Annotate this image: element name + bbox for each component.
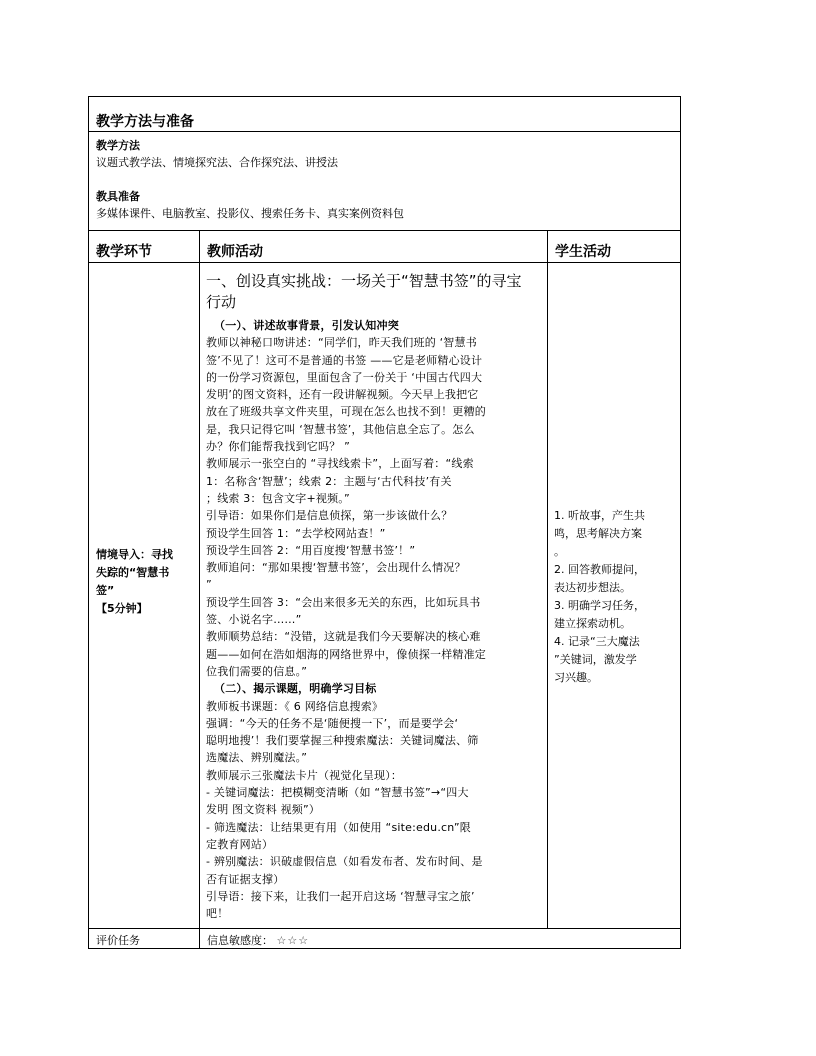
stage-line: 签” — [96, 584, 115, 597]
student-line: 表达初步想法。 — [554, 581, 631, 594]
header-student: 学生活动 — [548, 231, 681, 263]
student-line: 1. 听故事，产生共 — [554, 509, 645, 522]
teacher-line: 办？你们能帮我找到它吗？ ” — [206, 440, 350, 454]
header-stage: 教学环节 — [89, 231, 200, 263]
evaluation-content — [200, 929, 681, 949]
tools-heading: 教具准备 — [96, 190, 140, 203]
teacher-line: 教师展示三张魔法卡片（视觉化呈现）： — [206, 768, 403, 782]
stage-cell — [89, 263, 200, 929]
content-row — [89, 263, 681, 929]
preparation-row — [89, 132, 681, 231]
stage-duration: 【5分钟】 — [96, 602, 148, 615]
teacher-line: 放在了班级共享文件夹里，可现在怎么也找不到！更糟的 — [206, 405, 486, 419]
teacher-lines — [206, 317, 542, 922]
teacher-line: 1：名称含‘智慧’；线索 2：主题与‘古代科技’有关 — [206, 474, 452, 488]
teacher-line: 教师展示一张空白的 “寻找线索卡”，上面写着：“线索 — [206, 457, 474, 471]
evaluation-text: 信息敏感度： — [207, 934, 273, 947]
rating-stars: ☆☆☆ — [276, 934, 310, 947]
section-title: 教学方法与准备 — [89, 97, 681, 132]
teacher-line: - 筛选魔法：让结果更有用（如使用 “site:edu.cn”限 — [206, 820, 471, 834]
teacher-line: 题——如何在浩如烟海的网络世界中，像侦探一样精准定 — [206, 647, 486, 661]
student-line: 3. 明确学习任务， — [554, 599, 645, 612]
header-teacher: 教师活动 — [200, 231, 548, 263]
teacher-line: 预设学生回答 3：“会出来很多无关的东西，比如玩具书 — [206, 595, 481, 609]
teacher-line: 聪明地搜’！我们要掌握三种搜索魔法：关键词魔法、筛 — [206, 734, 479, 748]
teacher-line: 引导语：接下来，让我们一起开启这场 ‘智慧寻宝之旅’ — [206, 889, 475, 903]
teacher-line: 的一份学习资源包，里面包含了一份关于 ‘中国古代四大 — [206, 370, 483, 384]
lesson-table — [88, 96, 681, 949]
stage-line: 情境导入：寻找 — [96, 548, 173, 561]
teacher-line: 教师顺势总结：“没错，这就是我们今天要解决的核心难 — [206, 630, 481, 644]
teacher-line: 选魔法、辨别魔法。” — [206, 751, 308, 765]
teacher-line: ” — [206, 578, 212, 592]
lesson-plan-page — [88, 96, 680, 949]
preparation-cell — [89, 132, 681, 231]
student-line: 2. 回答教师提问， — [554, 563, 645, 576]
student-line: 。 — [554, 545, 565, 558]
student-activity-cell — [548, 263, 681, 929]
teacher-line: 发明’的图文资料，还有一段讲解视频。今天早上我把它 — [206, 388, 479, 402]
teacher-line: ；线索 3：包含文字+视频。” — [206, 491, 350, 505]
teacher-activity-cell — [200, 263, 548, 929]
teacher-line: 强调：“今天的任务不是‘随便搜一下’，而是要学会‘ — [206, 716, 459, 730]
teacher-line: 预设学生回答 1：“去学校网站查！” — [206, 526, 386, 540]
student-line: 习兴趣。 — [554, 671, 598, 684]
stage-line: 失踪的“智慧书 — [96, 566, 170, 579]
teacher-line: 位我们需要的信息。” — [206, 664, 308, 678]
teacher-line: 教师追问：“那如果搜‘智慧书签’，会出现什么情况？ — [206, 561, 466, 575]
teacher-line: - 关键词魔法：把模糊变清晰（如 “智慧书签”→“四大 — [206, 786, 469, 800]
student-line: 建立探索动机。 — [554, 617, 631, 630]
evaluation-row — [89, 929, 681, 949]
method-heading: 教学方法 — [96, 139, 140, 152]
tools-text: 多媒体课件、电脑教室、投影仪、搜索任务卡、真实案例资料包 — [96, 207, 404, 220]
teacher-line: 否有证据支撑） — [206, 872, 285, 886]
evaluation-label: 评价任务 — [89, 929, 200, 949]
student-line: 鸣，思考解决方案 — [554, 527, 642, 540]
header-row — [89, 231, 681, 263]
teacher-line: 发明 图文资料 视频”） — [206, 803, 321, 817]
teacher-line: 是，我只记得它叫 ‘智慧书签’，其他信息全忘了。怎么 — [206, 422, 475, 436]
subsection-heading: （一）、讲述故事背景，引发认知冲突 — [214, 319, 399, 332]
teacher-line: 定教育网站） — [206, 837, 274, 851]
teacher-line: 签、小说名字……” — [206, 613, 302, 627]
activity-title: 一、创设真实挑战：一场关于“智慧书签”的寻宝 行动 — [206, 272, 522, 311]
teacher-line: - 辨别魔法：识破虚假信息（如看发布者、发布时间、是 — [206, 855, 483, 869]
section-title-row — [89, 97, 681, 132]
teacher-line: 签’不见了！这可不是普通的书签 ——它是老师精心设计 — [206, 353, 483, 367]
teacher-line: 吧！ — [206, 907, 229, 921]
subsection-heading: （二）、揭示课题，明确学习目标 — [214, 682, 377, 696]
student-line: ”关键词，激发学 — [554, 653, 637, 666]
teacher-line: 引导语：如果你们是信息侦探，第一步该做什么？ — [206, 509, 453, 523]
teacher-line: 预设学生回答 2：“用百度搜‘智慧书签’！” — [206, 543, 416, 557]
teacher-line: 教师板书课题：《 6 网络信息搜索》 — [206, 699, 384, 713]
method-text: 议题式教学法、情境探究法、合作探究法、讲授法 — [96, 156, 338, 169]
student-line: 4. 记录“三大魔法 — [554, 635, 640, 648]
teacher-line: 教师以神秘口吻讲述：“同学们，昨天我们班的 ‘智慧书 — [206, 336, 477, 350]
student-lines — [554, 507, 674, 687]
